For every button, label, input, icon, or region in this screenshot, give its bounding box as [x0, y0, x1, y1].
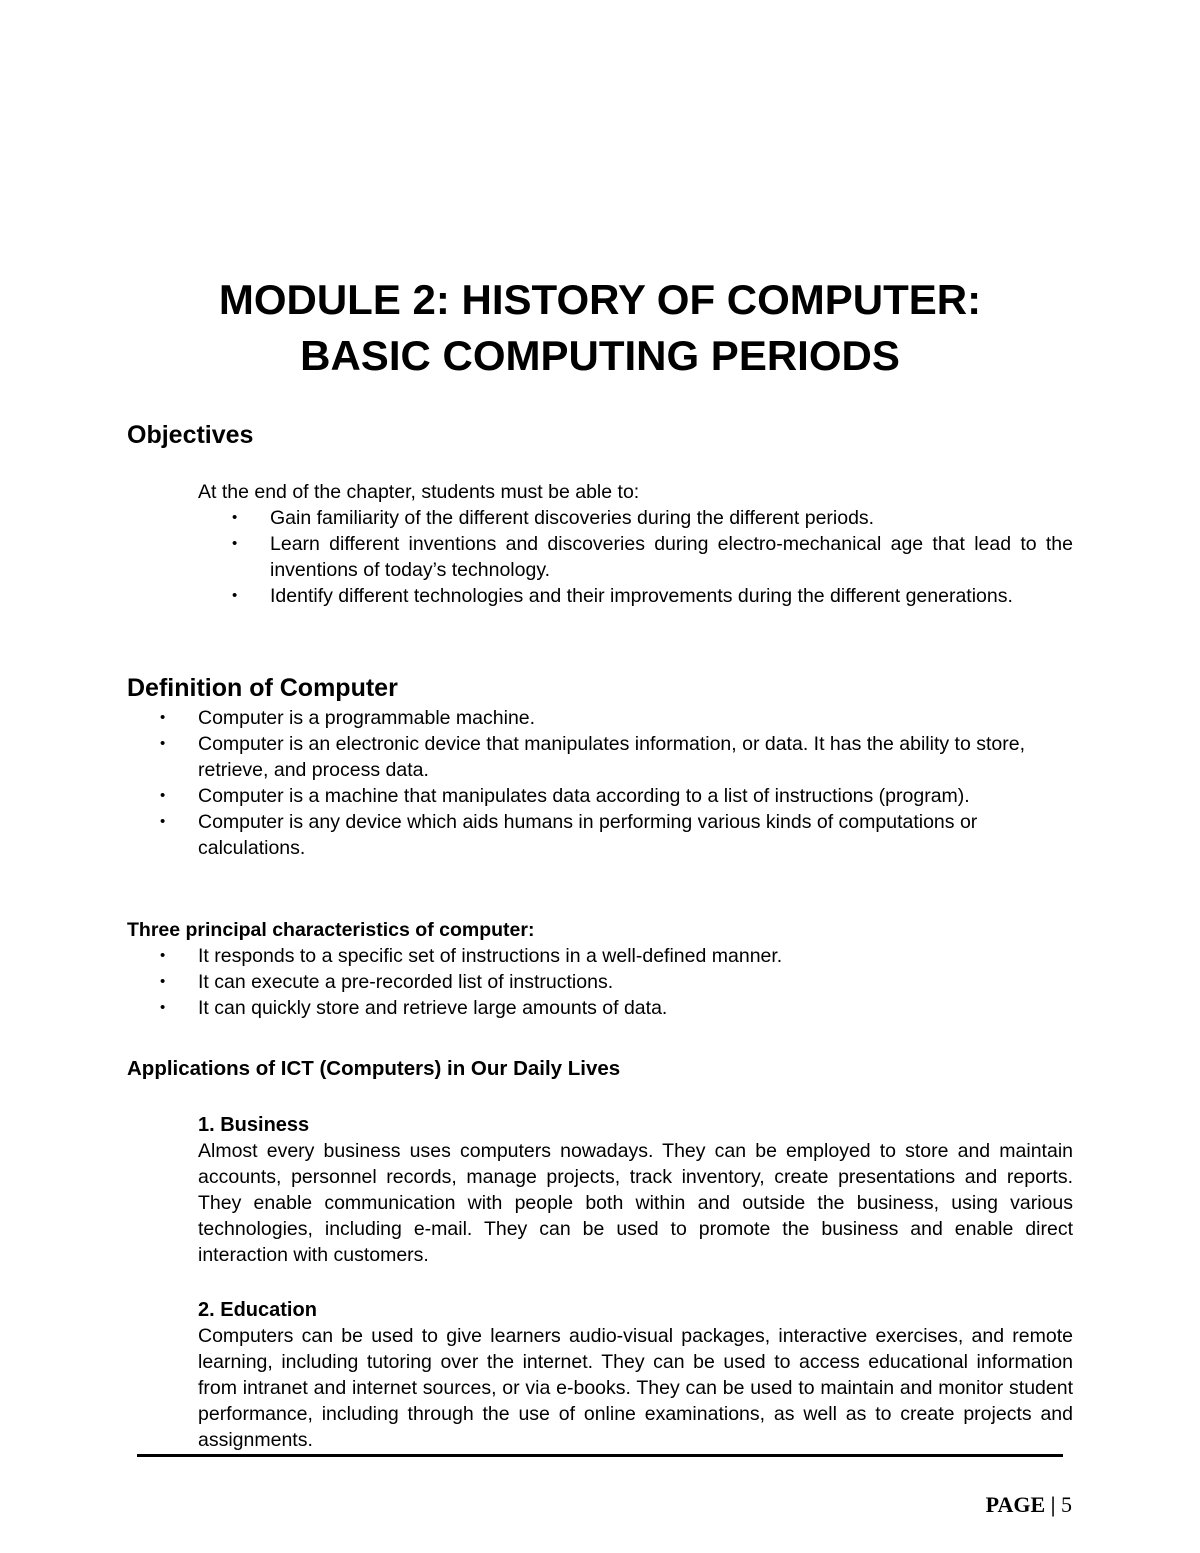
- list-item: • It responds to a specific set of instructions in a well-defined manner.: [160, 945, 783, 967]
- bullet-icon: •: [232, 587, 238, 604]
- application-title: 1. Business: [198, 1114, 310, 1136]
- bullet-icon: •: [160, 787, 166, 804]
- list-item: • It can quickly store and retrieve large amounts of data.: [160, 997, 668, 1019]
- page-number: [986, 1492, 1072, 1518]
- bullet-icon: •: [160, 947, 166, 964]
- application-business: [198, 1112, 1073, 1268]
- list-item: • It can execute a pre-recorded list of instructions.: [160, 971, 614, 993]
- objectives-list: [232, 505, 1073, 609]
- list-item: • Learn different inventions and discoveries during electro-mechanical age that lead to the inventions of today’s technology.: [232, 533, 1073, 581]
- characteristics-section: [160, 943, 1075, 1021]
- application-title: 2. Education: [198, 1299, 317, 1321]
- list-item: • Computer is any device which aids humans in performing various kinds of computations or calculations.: [160, 811, 978, 859]
- definition-list: [160, 705, 1075, 861]
- bullet-icon: •: [160, 813, 166, 830]
- bullet-icon: •: [160, 709, 166, 726]
- bullet-icon: •: [160, 735, 166, 752]
- footer-divider: [137, 1454, 1063, 1457]
- list-item: • Identify different technologies and their improvements during the different generations.: [232, 585, 1013, 607]
- page-number-value: 5: [1061, 1492, 1072, 1517]
- application-body: Almost every business uses computers nowadays. They can be employed to store and maintain accounts, personnel records, manage projects, track inventory, create presentations and reports. They enable communication with people both within and outside the business, using various technologies, including e-mail. They can be used to promote the business and enable direct interaction with customers.: [198, 1140, 1073, 1266]
- characteristics-list: [160, 943, 1075, 1021]
- objectives-intro: At the end of the chapter, students must be able to:: [198, 481, 640, 503]
- page-title: [0, 272, 1200, 384]
- page-title-line-1: MODULE 2: HISTORY OF COMPUTER:: [218, 276, 982, 323]
- applications-heading: Applications of ICT (Computers) in Our Daily Lives: [127, 1057, 621, 1080]
- list-item: • Computer is an electronic device that manipulates information, or data. It has the ability to store, retrieve, and process data.: [160, 733, 1026, 781]
- application-body: Computers can be used to give learners audio-visual packages, interactive exercises, and remote learning, including tutoring over the internet. They can be used to access educational information from intranet and internet sources, or via e-books. They can be used to maintain and monitor student performance, including through the use of online examinations, as well as to create projects and assignments.: [198, 1325, 1073, 1451]
- definition-heading: Definition of Computer: [127, 674, 398, 702]
- definition-section: [160, 705, 1075, 861]
- page-label: PAGE |: [985, 1492, 1056, 1517]
- application-education: [198, 1297, 1073, 1453]
- objectives-section: [198, 479, 1073, 609]
- page-title-line-2: BASIC COMPUTING PERIODS: [300, 332, 900, 379]
- bullet-icon: •: [160, 999, 166, 1016]
- bullet-icon: •: [232, 535, 238, 552]
- list-item: • Gain familiarity of the different discoveries during the different periods.: [232, 507, 875, 529]
- list-item: • Computer is a machine that manipulates data according to a list of instructions (program).: [160, 785, 970, 807]
- bullet-icon: •: [232, 509, 238, 526]
- characteristics-heading: Three principal characteristics of computer:: [127, 919, 535, 941]
- list-item: • Computer is a programmable machine.: [160, 707, 536, 729]
- bullet-icon: •: [160, 973, 166, 990]
- objectives-heading: Objectives: [127, 421, 254, 449]
